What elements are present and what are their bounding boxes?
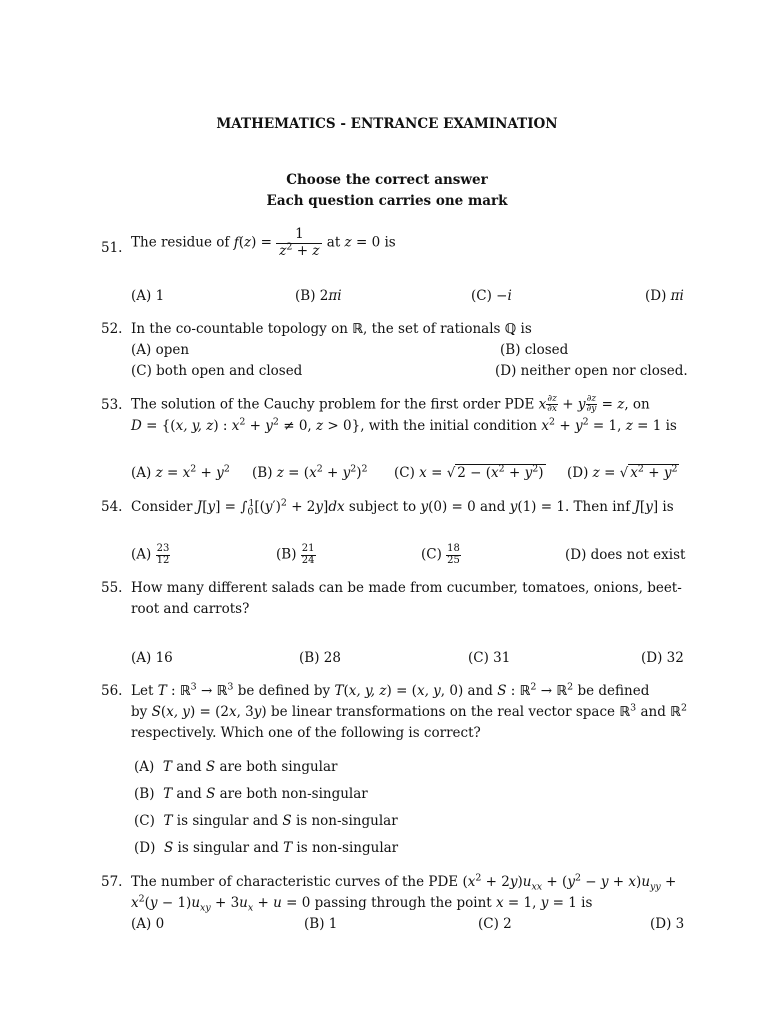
option-b: (B) closed [500, 342, 569, 358]
option-a: (A) T and S are both singular [134, 759, 338, 775]
question-number: 52. [101, 321, 123, 337]
option-b: (B) T and S are both non-singular [134, 786, 368, 802]
exam-title: MATHEMATICS - ENTRANCE EXAMINATION [216, 116, 558, 132]
question-57-line-2: $x^2(y - 1)u_{xy} + 3u_x + u = 0$ passing through the point x = 1, y = 1 is [131, 893, 593, 914]
question-56-line-3: respectively. Which one of the following is correct? [131, 725, 481, 741]
question-54-text: Consider $J[y] = \int_0^1[(y')^2 + 2y]dx$ subject to y(0) = 0 and y(1) = 1. Then inf J[y] is [131, 497, 674, 518]
option-a: (A) $\frac{23}{12}$ [131, 543, 170, 566]
question-number: 56. [101, 683, 123, 699]
instruction-line-2: Each question carries one mark [266, 193, 508, 209]
option-b: (B) $\frac{21}{24}$ [276, 543, 315, 566]
question-52-text: In the co-countable topology on ℝ, the set of rationals ℚ is [131, 321, 532, 337]
option-a: (A) 0 [131, 916, 165, 932]
residue-fraction: $\frac{1}{z^2 + z}$ [276, 227, 322, 259]
question-53-line-1: The solution of the Cauchy problem for the first order PDE x $\frac{\partial z}{\partial x}$ + y $\frac{\partial z}{\partial y}$ = z, on [131, 394, 650, 415]
option-d: (D) z = √ $x^2 + y^2$ [567, 463, 678, 481]
option-c: (C) $\frac{18}{25}$ [421, 543, 460, 566]
option-a: (A) 16 [131, 650, 173, 666]
option-b: (B) 1 [304, 916, 338, 932]
option-b: (B) 2πi [295, 288, 342, 304]
option-c: (C) both open and closed [131, 363, 303, 379]
question-57-line-1: The number of characteristic curves of the PDE $(x^2 + 2y)u_{xx} + (y^2 - y + x)u_{yy}$ + [131, 872, 677, 893]
question-number: 57. [101, 874, 123, 890]
question-number: 51. [101, 240, 123, 256]
instruction-line-1: Choose the correct answer [286, 172, 488, 188]
question-number: 53. [101, 397, 123, 413]
question-51-text: The residue of f(z) = $\frac{1}{z^2 + z}$ at z = 0 is [131, 226, 396, 259]
option-d: (D) does not exist [565, 547, 686, 563]
question-number: 55. [101, 580, 123, 596]
question-number: 54. [101, 499, 123, 515]
option-a: (A) $z = x^2 + y^2$ [131, 463, 230, 481]
option-c: (C) 2 [478, 916, 512, 932]
question-53-line-2: D = {(x, y, z) : $x^2 + y^2 \ne 0$, z > 0}, with the initial condition $x^2 + y^2 = 1$, z = 1 is [131, 416, 677, 434]
option-d: (D) 32 [641, 650, 684, 666]
question-55-line-1: How many different salads can be made from cucumber, tomatoes, onions, beet- [131, 580, 682, 596]
option-d: (D) neither open nor closed. [495, 363, 688, 379]
option-d: (D) 3 [650, 916, 685, 932]
option-d: (D) S is singular and T is non-singular [134, 840, 399, 856]
option-b: (B) 28 [299, 650, 341, 666]
option-c: (C) −i [471, 288, 512, 304]
option-c: (C) 31 [468, 650, 511, 666]
question-56-line-1: Let T : ℝ$^3$ → ℝ$^3$ be defined by T(x, y, z) = (x, y, 0) and S : ℝ$^2$ → ℝ$^2$ be defined [131, 681, 650, 699]
question-55-line-2: root and carrots? [131, 601, 250, 617]
option-a: (A) open [131, 342, 190, 358]
question-56-line-2: by S(x, y) = (2x, 3y) be linear transformations on the real vector space ℝ$^3$ and ℝ$^2$ [131, 702, 687, 720]
option-a: (A) 1 [131, 288, 165, 304]
option-c: (C) T is singular and S is non-singular [134, 813, 398, 829]
option-b: (B) $z = (x^2 + y^2)^2$ [252, 463, 368, 481]
option-d: (D) πi [645, 288, 684, 304]
option-c: (C) x = √ $2 - (x^2 + y^2)$ [394, 463, 544, 481]
